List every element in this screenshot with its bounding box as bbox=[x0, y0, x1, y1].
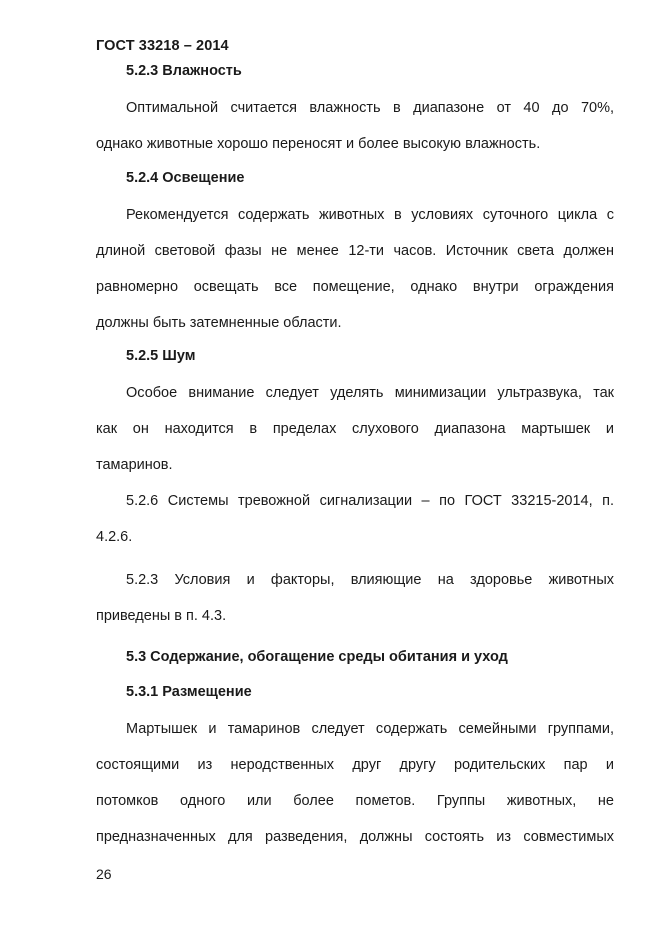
section-title-5-2-5: 5.2.5 Шум bbox=[126, 348, 196, 364]
paragraph-line: Рекомендуется содержать животных в условиях суточного цикла с bbox=[126, 207, 614, 223]
paragraph-line: как он находится в пределах слухового диапазона мартышек и bbox=[96, 421, 614, 437]
paragraph-humidity bbox=[96, 90, 614, 162]
paragraph-line: Мартышек и тамаринов следует содержать семейными группами, bbox=[126, 721, 614, 737]
paragraph-health-factors bbox=[96, 562, 614, 634]
paragraph-line: Оптимальной считается влажность в диапазоне от 40 до 70%, bbox=[126, 100, 614, 116]
section-title-5-3-1: 5.3.1 Размещение bbox=[126, 684, 252, 700]
paragraph-line: приведены в п. 4.3. bbox=[96, 608, 227, 624]
paragraph-line: Особое внимание следует уделять минимизации ультразвука, так bbox=[126, 385, 614, 401]
paragraph-line: 5.2.6 Системы тревожной сигнализации – по ГОСТ 33215-2014, п. bbox=[126, 493, 614, 509]
paragraph-noise bbox=[96, 375, 614, 483]
paragraph-line: состоящими из неродственных друг другу родительских пар и bbox=[96, 757, 614, 773]
section-title-5-2-4: 5.2.4 Освещение bbox=[126, 170, 245, 186]
paragraph-alarm-systems bbox=[96, 483, 614, 555]
paragraph-line: предназначенных для разведения, должны состоять из совместимых bbox=[96, 829, 614, 845]
paragraph-line: потомков одного или более пометов. Группы животных, не bbox=[96, 793, 614, 809]
page-number: 26 bbox=[96, 866, 112, 882]
paragraph-line: должны быть затемненные области. bbox=[96, 315, 342, 331]
paragraph-housing bbox=[96, 711, 614, 855]
paragraph-line: 5.2.3 Условия и факторы, влияющие на здоровье животных bbox=[126, 572, 614, 588]
paragraph-line: длиной световой фазы не менее 12-ти часов. Источник света должен bbox=[96, 243, 614, 259]
paragraph-line: тамаринов. bbox=[96, 457, 173, 473]
section-title-5-3: 5.3 Содержание, обогащение среды обитания и уход bbox=[126, 649, 508, 665]
document-header: ГОСТ 33218 – 2014 bbox=[96, 38, 229, 54]
paragraph-line: однако животные хорошо переносят и более высокую влажность. bbox=[96, 136, 541, 152]
paragraph-lighting bbox=[96, 197, 614, 341]
paragraph-line: равномерно освещать все помещение, однако внутри ограждения bbox=[96, 279, 614, 295]
paragraph-line: 4.2.6. bbox=[96, 529, 133, 545]
section-title-5-2-3: 5.2.3 Влажность bbox=[126, 63, 242, 79]
